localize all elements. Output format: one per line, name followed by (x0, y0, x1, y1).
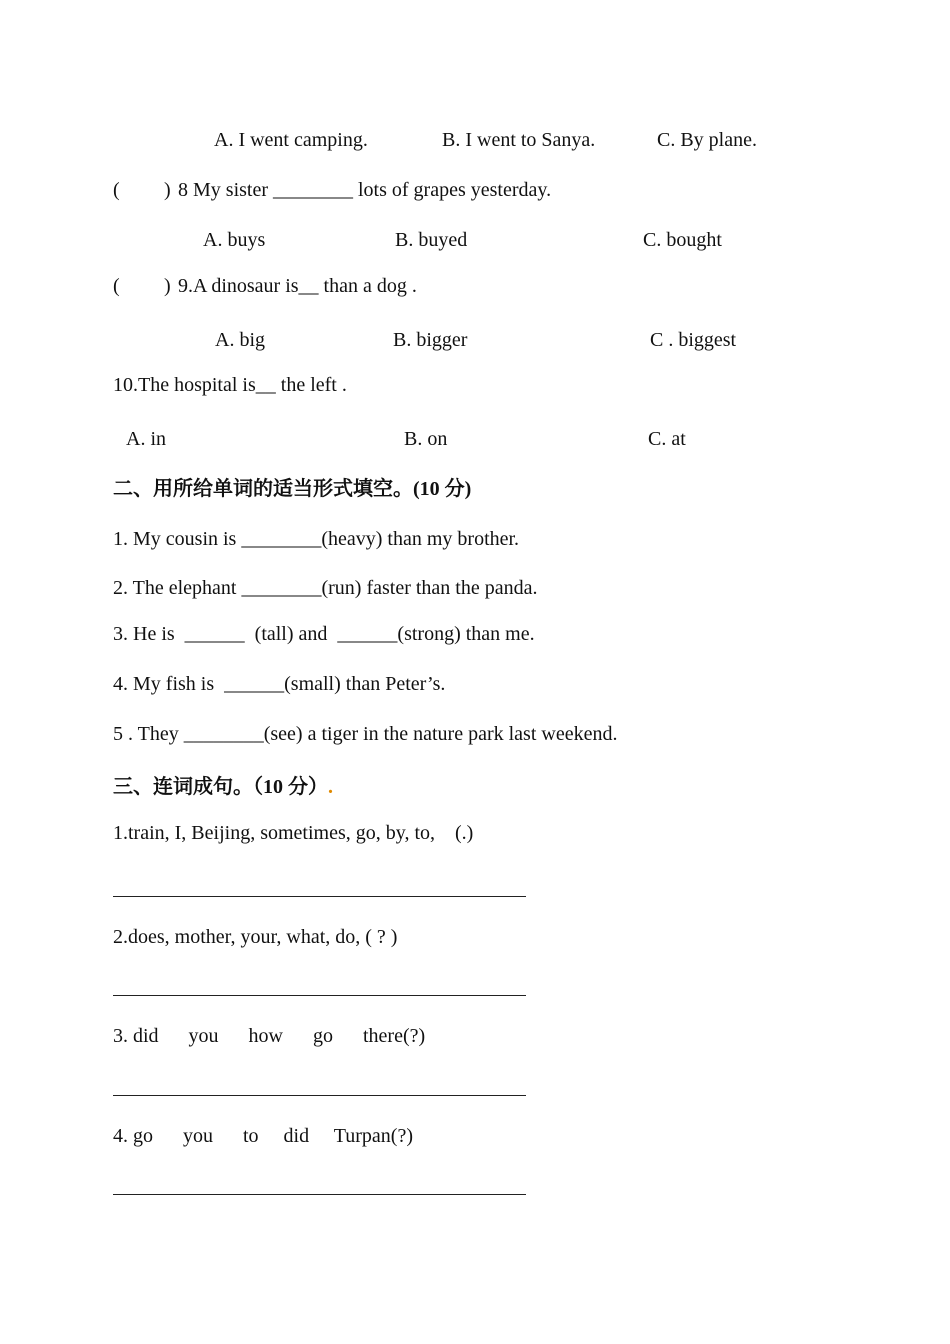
q8-question: 8 My sister ________ lots of grapes yesterday. (178, 179, 552, 201)
section2-item-2: 2. The elephant ________(run) faster than the panda. (113, 577, 538, 599)
q9-paren-open: ( (113, 275, 120, 297)
answer-line-1[interactable] (113, 896, 526, 897)
section2-item-3: 3. He is ______ (tall) and ______(strong) than me. (113, 623, 535, 645)
section2-item-5: 5 . They ________(see) a tiger in the nature park last weekend. (113, 723, 618, 745)
q10-option-c: C. at (648, 428, 686, 450)
q7-option-a: A. I went camping. (214, 129, 368, 151)
q8-option-a: A. buys (203, 229, 266, 251)
q9-option-c: C . biggest (650, 329, 737, 351)
q9-paren-close: ) (164, 275, 171, 297)
q8-paren-open: ( (113, 179, 120, 201)
answer-line-2[interactable] (113, 995, 526, 996)
section2-item-1: 1. My cousin is ________(heavy) than my brother. (113, 528, 520, 550)
section3-title-text: 三、连词成句。（10 分） (113, 776, 328, 798)
q10-option-a: A. in (126, 428, 166, 450)
section2-title: 二、用所给单词的适当形式填空。(10 分) (113, 478, 472, 500)
section2-item-4: 4. My fish is ______(small) than Peter’s. (113, 673, 446, 695)
answer-line-4[interactable] (113, 1194, 526, 1195)
section3-item-2: 2.does, mother, your, what, do, ( ? ) (113, 926, 398, 948)
q9-question: 9.A dinosaur is__ than a dog . (178, 275, 417, 297)
section3-item-1: 1.train, I, Beijing, sometimes, go, by, to, (.) (113, 822, 474, 844)
answer-line-3[interactable] (113, 1095, 526, 1096)
q8-paren-close: ) (164, 179, 171, 201)
q7-option-b: B. I went to Sanya. (442, 129, 596, 151)
q9-option-a: A. big (215, 329, 265, 351)
q7-option-c: C. By plane. (657, 129, 757, 151)
section3-item-4: 4. go you to did Turpan(?) (113, 1125, 413, 1147)
q8-option-b: B. buyed (395, 229, 468, 251)
section3-item-3: 3. did you how go there(?) (113, 1025, 426, 1047)
section3-title-dot: . (328, 776, 333, 798)
q10-question: 10.The hospital is__ the left . (113, 374, 347, 396)
q8-option-c: C. bought (643, 229, 722, 251)
section3-title (113, 775, 333, 799)
q10-option-b: B. on (404, 428, 448, 450)
q9-option-b: B. bigger (393, 329, 468, 351)
